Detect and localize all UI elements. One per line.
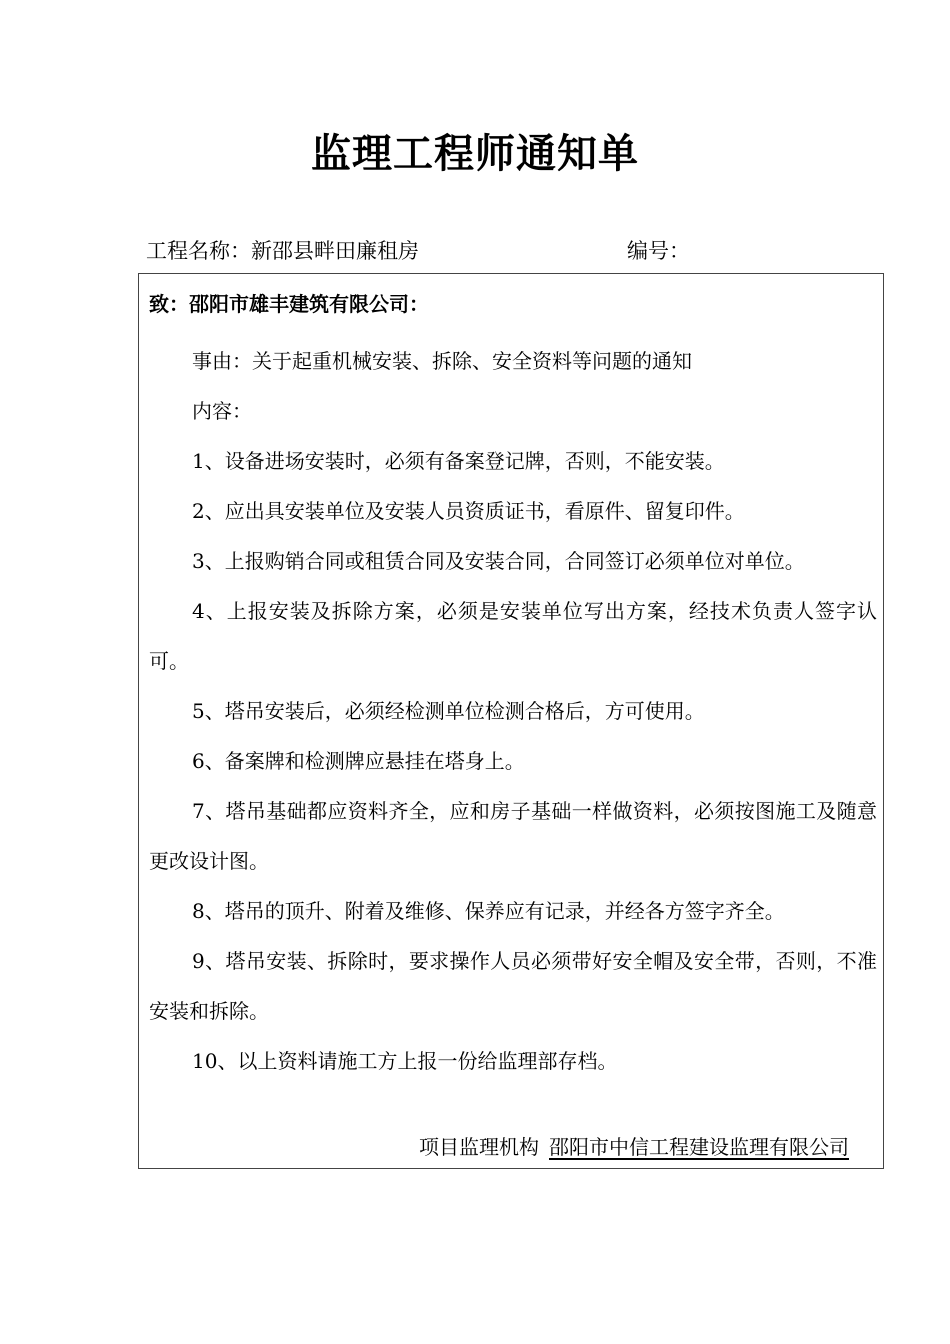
list-item: 7、塔吊基础都应资料齐全，应和房子基础一样做资料，必须按图施工及随意更改设计图。: [149, 799, 877, 873]
list-item: 1、设备进场安装时，必须有备案登记牌，否则，不能安装。: [192, 449, 725, 473]
document-title: 监理工程师通知单: [311, 130, 639, 177]
document-number-label: 编号：: [627, 239, 690, 263]
signature-label: 项目监理机构: [419, 1135, 539, 1159]
list-item: 8、塔吊的顶升、附着及维修、保养应有记录，并经各方签字齐全。: [192, 899, 785, 923]
notice-box: [138, 273, 884, 1169]
list-item: 4、上报安装及拆除方案，必须是安装单位写出方案，经技术负责人签字认可。: [149, 599, 877, 673]
list-item: 2、应出具安装单位及安装人员资质证书，看原件、留复印件。: [192, 499, 745, 523]
list-item: 3、上报购销合同或租赁合同及安装合同，合同签订必须单位对单位。: [192, 549, 805, 573]
subject-line: 事由：关于起重机械安装、拆除、安全资料等问题的通知: [192, 349, 692, 373]
signature-organization: 邵阳市中信工程建设监理有限公司: [549, 1135, 849, 1159]
content-label: 内容：: [192, 399, 252, 423]
list-item: 6、备案牌和检测牌应悬挂在塔身上。: [192, 749, 525, 773]
list-item: 9、塔吊安装、拆除时，要求操作人员必须带好安全帽及安全带，否则，不准安装和拆除。: [149, 949, 877, 1023]
list-item: 5、塔吊安装后，必须经检测单位检测合格后，方可使用。: [192, 699, 705, 723]
list-item: 10、以上资料请施工方上报一份给监理部存档。: [192, 1049, 618, 1073]
recipient: 致：邵阳市雄丰建筑有限公司：: [149, 292, 429, 316]
project-name: 工程名称：新邵县畔田廉租房: [146, 239, 419, 263]
signature-block: [419, 1132, 849, 1162]
notice-body: [149, 336, 877, 1086]
